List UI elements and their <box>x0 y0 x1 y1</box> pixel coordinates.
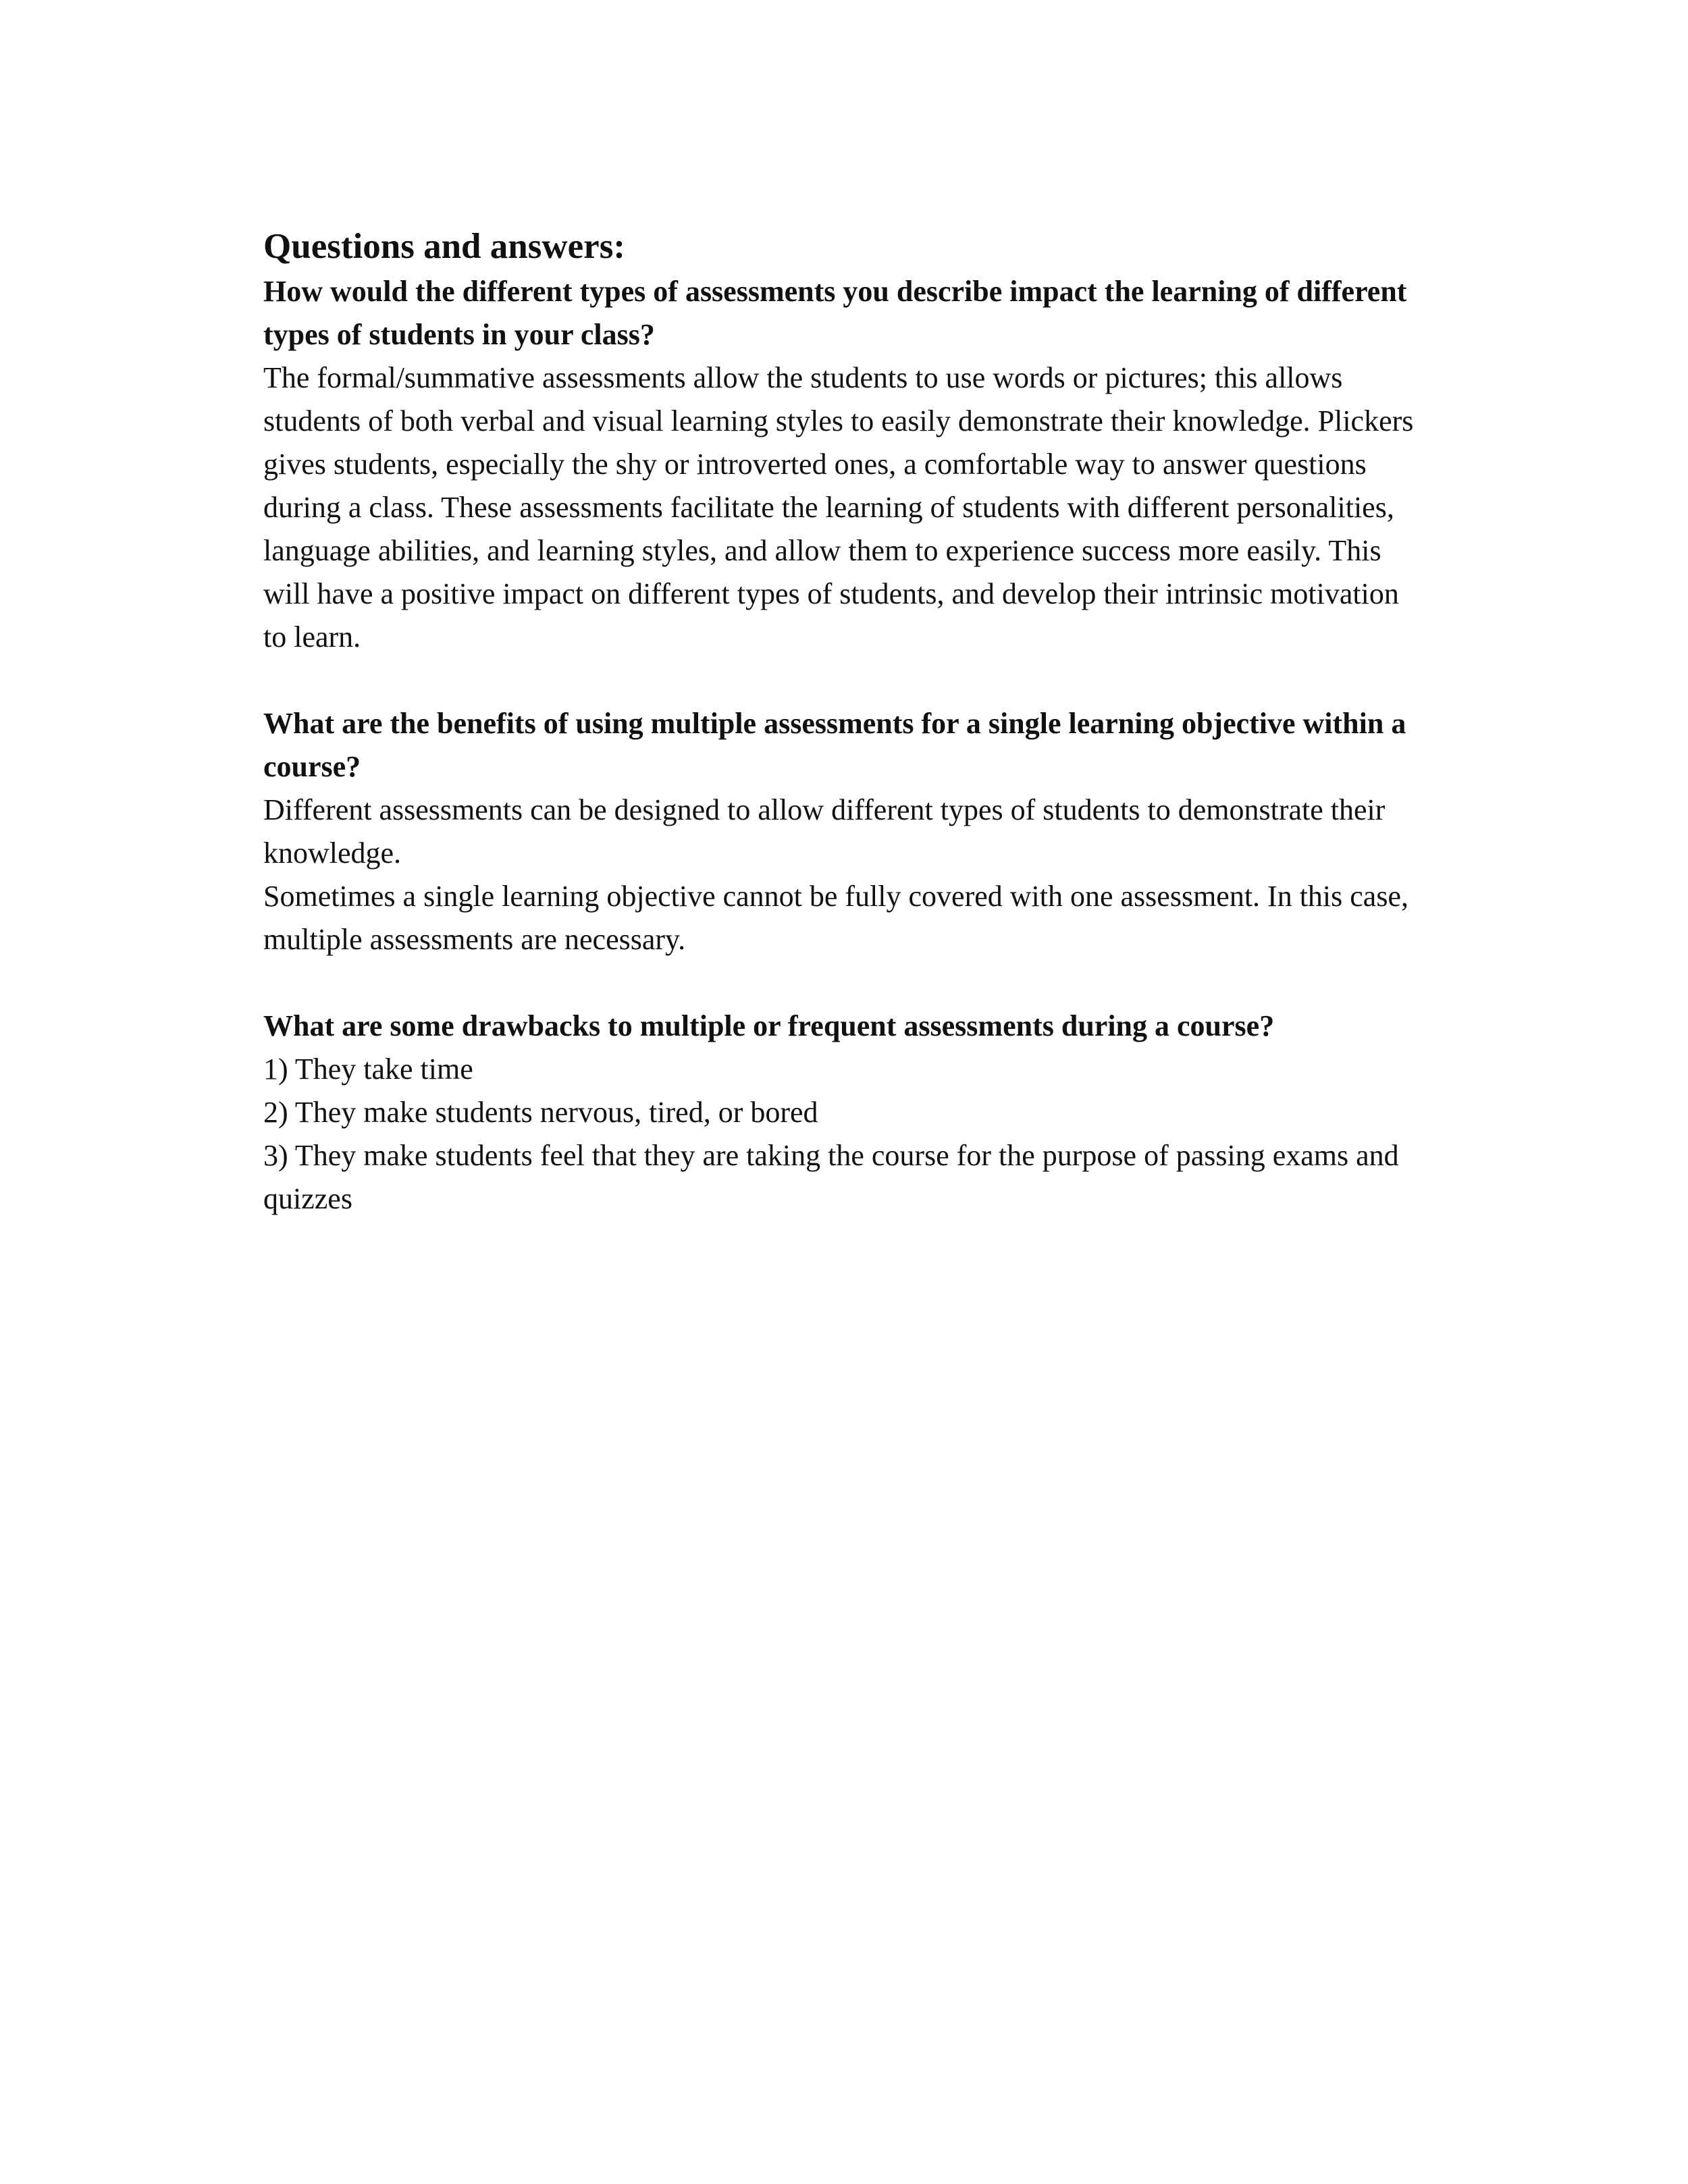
answer-3-item-2: 2) They make students nervous, tired, or bored <box>263 1096 818 1129</box>
document-title: Questions and answers: <box>263 227 625 266</box>
answer-3-item-3: 3) They make students feel that they are taking the course for the purpose of passing exams and quizzes <box>263 1139 1399 1215</box>
answer-2-paragraph-2: Sometimes a single learning objective cannot be fully covered with one assessment. In this case, multiple assessments are necessary. <box>263 880 1408 956</box>
question-2: What are the benefits of using multiple assessments for a single learning objective within a course? <box>263 707 1406 783</box>
answer-2-paragraph-1: Different assessments can be designed to allow different types of students to demonstrate their knowledge. <box>263 793 1386 870</box>
document-page <box>263 223 1425 1221</box>
question-1: How would the different types of assessments you describe impact the learning of different types of students in your class? <box>263 275 1407 351</box>
question-3: What are some drawbacks to multiple or frequent assessments during a course? <box>263 1009 1275 1042</box>
qa-section-1 <box>263 270 1425 659</box>
answer-1-paragraph-1: The formal/summative assessments allow the students to use words or pictures; this allows students of both verbal and visual learning styles to easily demonstrate their knowledge. Plickers gives students, especially the shy or introverted ones, a comfortable way to answer questions during a class. These assessments facilitate the learning of students with different personalities, language abilities, and learning styles, and allow them to experience success more easily. This will have a positive impact on different types of students, and develop their intrinsic motivation to learn. <box>263 361 1414 654</box>
qa-section-3 <box>263 1005 1425 1221</box>
answer-3-item-1: 1) They take time <box>263 1053 473 1086</box>
qa-section-2 <box>263 702 1425 961</box>
